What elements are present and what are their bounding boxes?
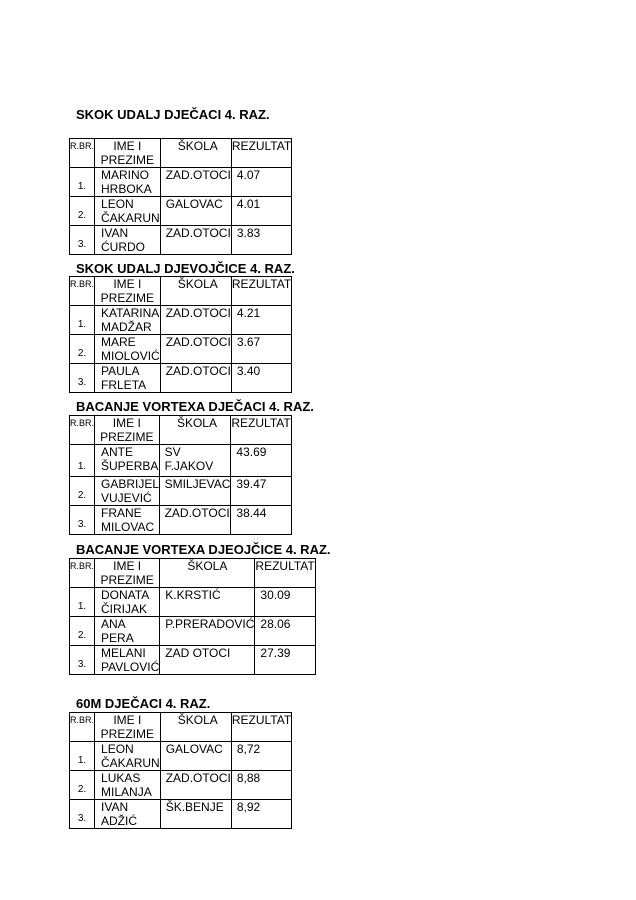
header-rbr: R.BR. bbox=[70, 139, 95, 168]
section-title: BACANJE VORTEXA DJEOJČICE 4. RAZ. bbox=[76, 542, 331, 557]
table-header-row bbox=[70, 416, 292, 445]
header-rbr: R.BR. bbox=[70, 559, 95, 588]
cell-skola: K.KRSTIĆ bbox=[160, 588, 255, 617]
cell-rezultat: 38.44 bbox=[231, 506, 291, 535]
cell-ime: GABRIJEL VUJEVIĆ bbox=[95, 477, 160, 506]
cell-ime: MARINO HRBOKA bbox=[95, 168, 161, 197]
table-header-row bbox=[70, 559, 316, 588]
cell-skola: GALOVAC bbox=[160, 197, 231, 226]
cell-ime: LEON ČAKARUN bbox=[95, 742, 161, 771]
header-rezultat: REZULTAT bbox=[255, 559, 315, 588]
cell-rbr: 1. bbox=[70, 742, 95, 771]
table-row bbox=[70, 364, 292, 393]
table-row bbox=[70, 800, 292, 829]
cell-rbr: 3. bbox=[70, 800, 95, 829]
cell-rbr: 2. bbox=[70, 771, 95, 800]
cell-ime: MELANI PAVLOVIĆ bbox=[95, 646, 160, 675]
cell-rezultat: 8,72 bbox=[231, 742, 291, 771]
cell-skola: ZAD OTOCI bbox=[160, 646, 255, 675]
header-ime: IME I PREZIME bbox=[95, 713, 161, 742]
cell-ime: IVAN ADŽIĆ bbox=[95, 800, 161, 829]
table-row bbox=[70, 197, 292, 226]
header-rbr: R.BR. bbox=[70, 277, 95, 306]
header-skola: ŠKOLA bbox=[160, 559, 255, 588]
cell-skola: ZAD.OTOCI bbox=[160, 771, 231, 800]
cell-rbr: 2. bbox=[70, 197, 95, 226]
section-title: 60M DJEČACI 4. RAZ. bbox=[76, 696, 211, 711]
results-table bbox=[69, 138, 292, 255]
cell-ime: KATARINA MADŽAR bbox=[95, 306, 161, 335]
cell-rbr: 2. bbox=[70, 477, 95, 506]
cell-skola: SMILJEVAC bbox=[159, 477, 231, 506]
results-table bbox=[69, 558, 316, 675]
section-title: BACANJE VORTEXA DJEČACI 4. RAZ. bbox=[76, 399, 314, 414]
table-row bbox=[70, 506, 292, 535]
table-row bbox=[70, 477, 292, 506]
cell-skola: ZAD.OTOCI bbox=[159, 506, 231, 535]
cell-rbr: 3. bbox=[70, 646, 95, 675]
cell-skola: P.PRERADOVIĆ bbox=[160, 617, 255, 646]
header-ime: IME I PREZIME bbox=[95, 559, 160, 588]
table-header-row bbox=[70, 277, 292, 306]
header-skola: ŠKOLA bbox=[160, 139, 231, 168]
cell-rbr: 1. bbox=[70, 445, 95, 477]
header-rbr: R.BR. bbox=[70, 713, 95, 742]
cell-rezultat: 30.09 bbox=[255, 588, 315, 617]
table-header-row bbox=[70, 713, 292, 742]
results-table bbox=[69, 276, 292, 393]
header-ime: IME I PREZIME bbox=[95, 139, 161, 168]
table-row bbox=[70, 168, 292, 197]
table-row bbox=[70, 617, 316, 646]
header-skola: ŠKOLA bbox=[160, 713, 231, 742]
cell-skola: GALOVAC bbox=[160, 742, 231, 771]
cell-rbr: 3. bbox=[70, 506, 95, 535]
table-row bbox=[70, 588, 316, 617]
cell-skola: ZAD.OTOCI bbox=[160, 335, 231, 364]
table-row bbox=[70, 445, 292, 477]
section-title: SKOK UDALJ DJEVOJČICE 4. RAZ. bbox=[76, 261, 295, 276]
table-row bbox=[70, 771, 292, 800]
table-header-row bbox=[70, 139, 292, 168]
table-row bbox=[70, 742, 292, 771]
header-rezultat: REZULTAT bbox=[231, 139, 291, 168]
cell-rbr: 1. bbox=[70, 168, 95, 197]
cell-rezultat: 3.83 bbox=[231, 226, 291, 255]
cell-rezultat: 3.40 bbox=[231, 364, 291, 393]
cell-rezultat: 3.67 bbox=[231, 335, 291, 364]
cell-rezultat: 8,92 bbox=[231, 800, 291, 829]
header-rezultat: REZULTAT bbox=[231, 416, 291, 445]
header-rezultat: REZULTAT bbox=[231, 277, 291, 306]
cell-rbr: 2. bbox=[70, 335, 95, 364]
cell-rezultat: 43.69 bbox=[231, 445, 291, 477]
cell-rezultat: 27.39 bbox=[255, 646, 315, 675]
table-row bbox=[70, 646, 316, 675]
header-rezultat: REZULTAT bbox=[231, 713, 291, 742]
header-skola: ŠKOLA bbox=[160, 277, 231, 306]
section-title: SKOK UDALJ DJEČACI 4. RAZ. bbox=[76, 107, 270, 122]
table-row bbox=[70, 306, 292, 335]
table-row bbox=[70, 335, 292, 364]
cell-skola: ZAD.OTOCI bbox=[160, 306, 231, 335]
cell-skola: ŠK.BENJE bbox=[160, 800, 231, 829]
table-row bbox=[70, 226, 292, 255]
header-ime: IME I PREZIME bbox=[95, 416, 160, 445]
cell-skola: ZAD.OTOCI bbox=[160, 168, 231, 197]
cell-ime: IVAN ĆURDO bbox=[95, 226, 161, 255]
cell-rezultat: 4.01 bbox=[231, 197, 291, 226]
header-ime: IME I PREZIME bbox=[95, 277, 161, 306]
cell-ime: ANA PERA bbox=[95, 617, 160, 646]
cell-rbr: 2. bbox=[70, 617, 95, 646]
cell-rbr: 1. bbox=[70, 588, 95, 617]
cell-ime: ANTE ŠUPERBA bbox=[95, 445, 160, 477]
cell-rezultat: 8,88 bbox=[231, 771, 291, 800]
cell-ime: MARE MIOLOVIĆ bbox=[95, 335, 161, 364]
cell-ime: DONATA ČIRIJAK bbox=[95, 588, 160, 617]
cell-rbr: 3. bbox=[70, 226, 95, 255]
cell-skola: ZAD.OTOCI bbox=[160, 226, 231, 255]
cell-ime: LUKAS MILANJA bbox=[95, 771, 161, 800]
cell-rbr: 3. bbox=[70, 364, 95, 393]
cell-ime: LEON ČAKARUN bbox=[95, 197, 161, 226]
cell-skola: SV F.JAKOV bbox=[159, 445, 231, 477]
results-table bbox=[69, 712, 292, 829]
cell-skola: ZAD.OTOCI bbox=[160, 364, 231, 393]
cell-ime: FRANE MILOVAC bbox=[95, 506, 160, 535]
header-skola: ŠKOLA bbox=[159, 416, 231, 445]
cell-rezultat: 4.21 bbox=[231, 306, 291, 335]
cell-ime: PAULA FRLETA bbox=[95, 364, 161, 393]
cell-rezultat: 28.06 bbox=[255, 617, 315, 646]
header-rbr: R.BR. bbox=[70, 416, 95, 445]
results-table bbox=[69, 415, 292, 535]
cell-rezultat: 39.47 bbox=[231, 477, 291, 506]
cell-rezultat: 4.07 bbox=[231, 168, 291, 197]
cell-rbr: 1. bbox=[70, 306, 95, 335]
